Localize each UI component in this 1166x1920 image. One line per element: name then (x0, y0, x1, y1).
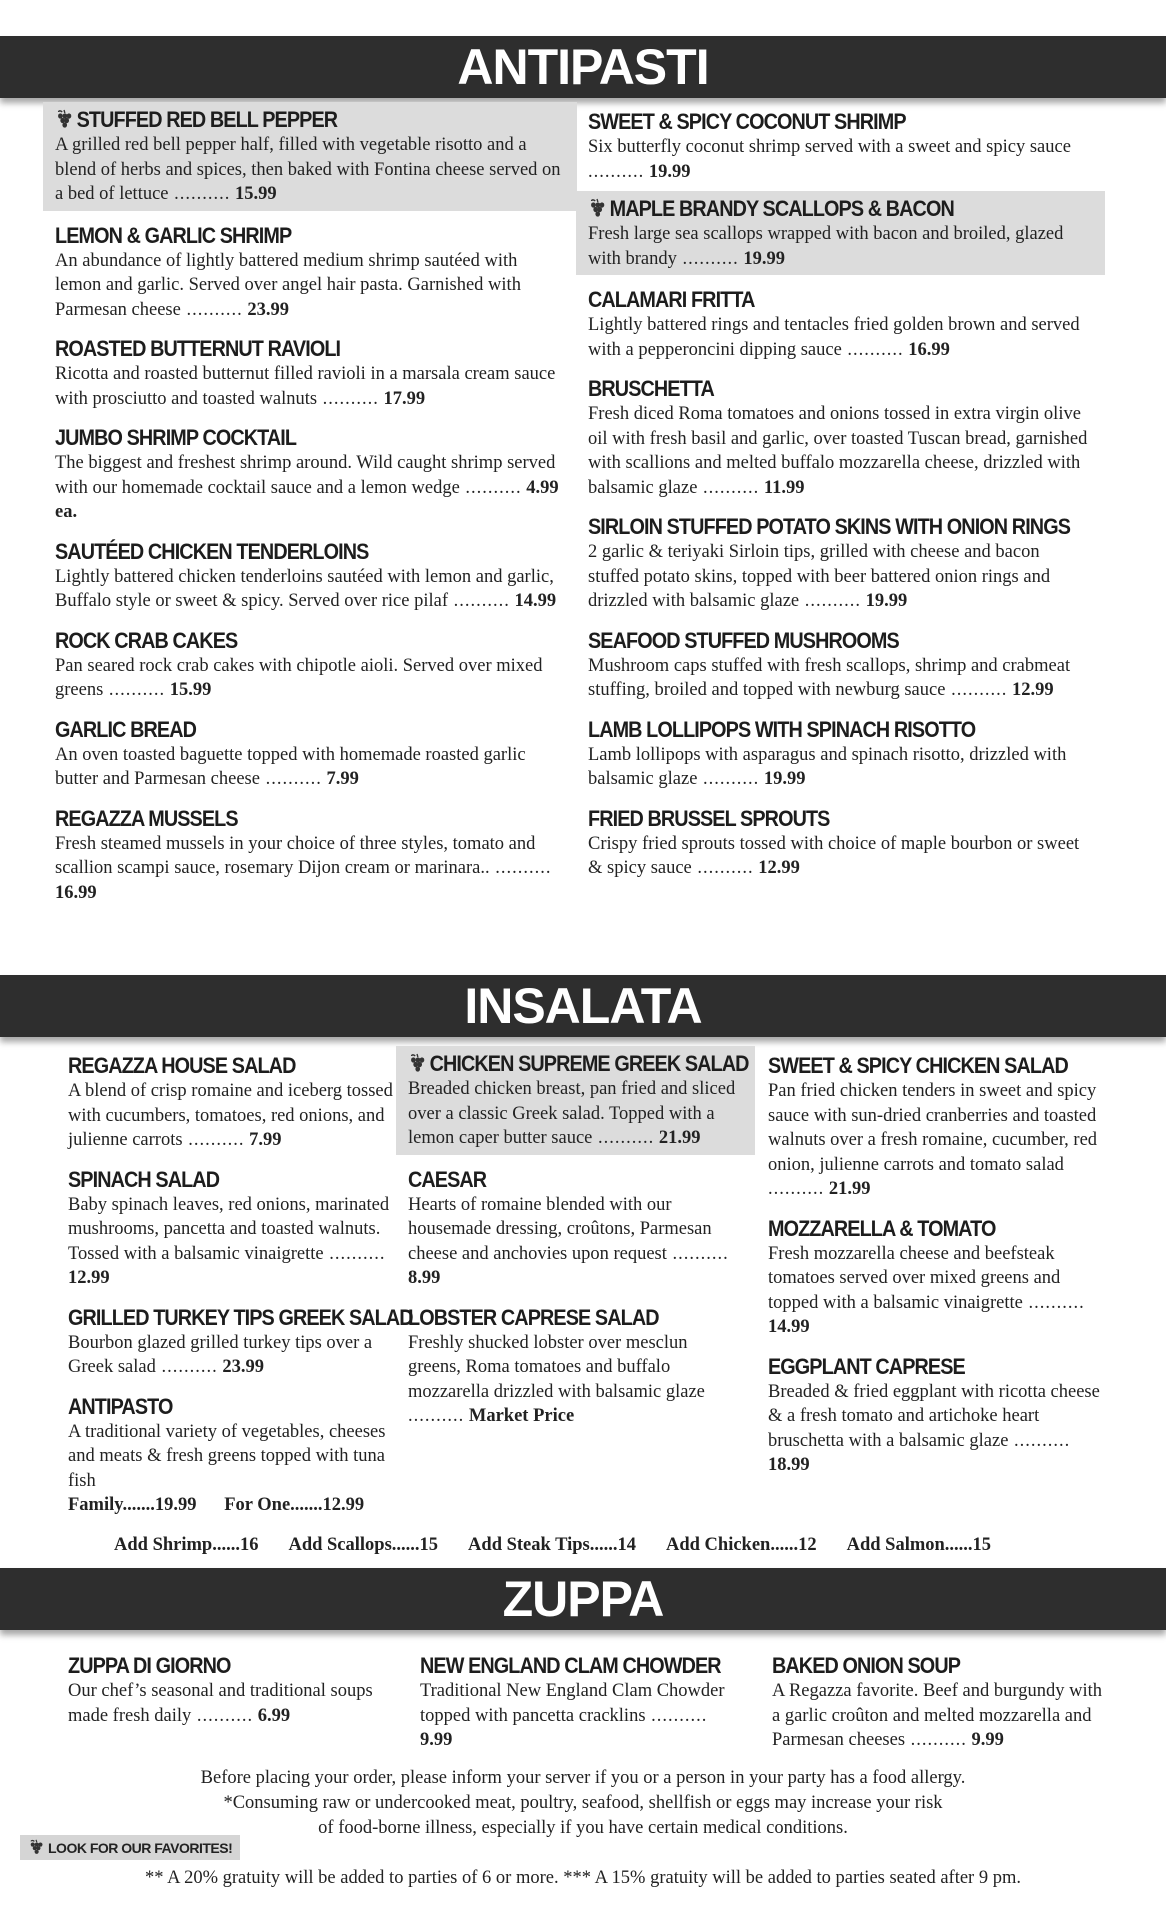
leader-dots: .......... (182, 1130, 245, 1150)
menu-item-name (768, 1052, 1070, 1079)
menu-item-description (768, 1079, 1103, 1202)
menu-item-name (772, 1652, 1069, 1679)
menu-item-description (55, 565, 565, 614)
section-banner-antipasti: ANTIPASTI (0, 36, 1166, 98)
leader-dots: .......... (799, 591, 861, 611)
add-on-option: Add Salmon......15 (846, 1535, 992, 1555)
menu-item-name (55, 222, 514, 249)
menu-item-name-text: ZUPPA DI GIORNO (68, 1653, 231, 1678)
menu-item-price: 9.99 (420, 1730, 453, 1750)
menu-item-price: 7.99 (244, 1130, 282, 1150)
menu-item-description-text: Baby spinach leaves, red onions, marinated mushrooms, pancetta and toasted walnuts. Tossed with a balsamic vinaigrette (68, 1194, 390, 1264)
menu-item (420, 1652, 740, 1753)
menu-item-name (408, 1166, 710, 1193)
menu-item-description (68, 1420, 398, 1494)
menu-item-price: 19.99 (738, 248, 786, 269)
menu-item-price: 17.99 (378, 388, 426, 409)
menu-item (68, 1166, 398, 1291)
menu-item-description-text: Pan fried chicken tenders in sweet and spicy sauce with sun-dried cranberries and toasted walnuts over a fresh romaine, cucumber, red onion, julienne carrots and tomato salad (768, 1081, 1098, 1175)
menu-item-description-text: A blend of crisp romaine and iceberg tossed with cucumbers, tomatoes, red onions, and julienne carrots (68, 1081, 393, 1150)
leader-dots: .......... (691, 858, 754, 878)
menu-item-name-text: MOZZARELLA & TOMATO (768, 1215, 996, 1241)
menu-item (55, 222, 565, 323)
menu-item-description-text: Lamb lollipops with asparagus and spinach risotto, drizzled with balsamic glaze (588, 744, 1067, 789)
menu-item (68, 1304, 413, 1380)
menu-item (408, 1166, 743, 1291)
menu-item (588, 805, 1093, 881)
menu-item-name (768, 1353, 1070, 1380)
menu-item (772, 1652, 1102, 1753)
menu-item-name (588, 627, 1043, 654)
menu-item-name-text: SWEET & SPICY COCONUT SHRIMP (588, 109, 906, 134)
menu-item-price: 15.99 (165, 680, 212, 700)
leader-dots: .......... (697, 477, 760, 498)
zuppa-column-2 (420, 1652, 740, 1766)
menu-item-description (588, 313, 1093, 362)
menu-item-name-text: GRILLED TURKEY TIPS GREEK SALAD (68, 1304, 413, 1330)
menu-item-name-text: CAESAR (408, 1166, 487, 1192)
favorites-legend-badge (20, 1835, 240, 1860)
zuppa-column-3 (772, 1652, 1102, 1766)
menu-item-description-text: Lightly battered chicken tenderloins sautéed with lemon and garlic, Buffalo style or sweet & spicy. Served over rice pilaf (55, 566, 554, 611)
leader-dots: .......... (697, 769, 760, 789)
menu-item-name-text: ANTIPASTO (68, 1393, 173, 1419)
leader-dots: .......... (588, 161, 645, 182)
section-banner-zuppa: ZUPPA (0, 1568, 1166, 1630)
menu-item-description (588, 654, 1093, 703)
grapes-icon (588, 197, 606, 217)
antipasti-right-column (588, 108, 1093, 894)
menu-item-price: 11.99 (759, 477, 805, 498)
menu-item (396, 1046, 755, 1155)
add-ons-row (114, 1535, 1021, 1556)
leader-dots: .......... (1022, 1292, 1085, 1313)
menu-item (55, 627, 565, 703)
grapes-icon (28, 1839, 44, 1855)
menu-item-description-text: Six butterfly coconut shrimp served with a sweet and spicy sauce (588, 137, 1071, 157)
menu-item-name (768, 1215, 1070, 1242)
menu-item-description-text: Fresh mozzarella cheese and beefsteak tomatoes served over mixed greens and topped with a balsamic vinaigrette (768, 1243, 1061, 1313)
favorites-legend-label: LOOK FOR OUR FAVORITES! (48, 1840, 233, 1856)
menu-item-description (68, 1193, 398, 1291)
menu-item-description-text: Lightly battered rings and tentacles fried golden brown and served with a pepperoncini dipping sauce (588, 315, 1080, 360)
menu-item (43, 102, 577, 211)
menu-item (55, 716, 565, 792)
menu-item (588, 108, 1093, 184)
menu-item-description-text: An abundance of lightly battered medium shrimp sautéed with lemon and garlic. Served over angel hair pasta. Garnished with Parmesan cheese (55, 250, 521, 320)
leader-dots: .......... (317, 388, 379, 409)
menu-item (68, 1652, 398, 1728)
leader-dots: .......... (905, 1730, 967, 1750)
menu-item (588, 513, 1093, 614)
menu-item-price: 16.99 (903, 339, 950, 360)
menu-item (68, 1393, 398, 1518)
menu-item-name (68, 1166, 365, 1193)
menu-item-price: 15.99 (230, 184, 277, 204)
antipasti-left-column (55, 108, 565, 918)
leader-dots: .......... (1008, 1430, 1071, 1451)
menu-item-description-text: The biggest and freshest shrimp around. Wild caught shrimp served with our homemade cocktail sauce and a lemon wedge (55, 453, 556, 498)
leader-dots: .......... (459, 477, 522, 498)
add-on-option: Add Chicken......12 (665, 1535, 817, 1555)
menu-item-description-text: Pan seared rock crab cakes with chipotle aioli. Served over mixed greens (55, 655, 543, 700)
menu-item-name-text: NEW ENGLAND CLAM CHOWDER (420, 1653, 721, 1678)
menu-item-description (768, 1380, 1103, 1478)
menu-item-description (55, 654, 565, 703)
menu-item-price: 19.99 (861, 591, 908, 611)
menu-item-price: 16.99 (55, 882, 97, 903)
menu-item-price: 14.99 (768, 1317, 810, 1337)
menu-item-price: 8.99 (408, 1268, 441, 1288)
menu-item-name-text: SWEET & SPICY CHICKEN SALAD (768, 1053, 1068, 1078)
menu-item (408, 1304, 743, 1429)
menu-item-description-text: A grilled red bell pepper half, filled with vegetable risotto and a blend of herbs and spices, then baked with Fontina cheese served on a bed of lettuce (55, 135, 561, 204)
insalata-column-1 (68, 1052, 413, 1531)
menu-item (588, 375, 1093, 500)
leader-dots: .......... (180, 299, 243, 320)
menu-item-name (55, 106, 514, 133)
menu-item-name (55, 805, 514, 832)
menu-item-name-text: CALAMARI FRITTA (588, 287, 755, 312)
menu-item (588, 716, 1093, 792)
menu-item-description (68, 1079, 398, 1153)
leader-dots: .......... (168, 184, 231, 204)
menu-item-name-text: ROCK CRAB CAKES (55, 627, 238, 653)
menu-item-description-text: Traditional New England Clam Chowder topped with pancetta cracklins (420, 1681, 725, 1726)
leader-dots: .......... (448, 591, 510, 611)
menu-item-name (55, 538, 514, 565)
menu-item-description-text: Ricotta and roasted butternut filled ravioli in a marsala cream sauce with prosciutto and toasted walnuts (55, 364, 556, 409)
menu-item-name (588, 716, 1043, 743)
add-on-option: Add Shrimp......16 (114, 1535, 259, 1555)
menu-item-description-text: Mushroom caps stuffed with fresh scallops, shrimp and crabmeat stuffing, broiled and topped with newburg sauce (588, 655, 1071, 700)
menu-item-name-text: FRIED BRUSSEL SPROUTS (588, 805, 830, 831)
menu-item-description (55, 832, 565, 906)
section-banner-insalata: INSALATA (0, 975, 1166, 1037)
menu-item-name-text: LAMB LOLLIPOPS WITH SPINACH RISOTTO (588, 716, 976, 742)
menu-item-description (68, 1331, 398, 1380)
menu-item-name-text: SPINACH SALAD (68, 1166, 220, 1192)
zuppa-column-1 (68, 1652, 398, 1741)
menu-item-description-text: Fresh large sea scallops wrapped with bacon and broiled, glazed with brandy (588, 224, 1064, 269)
menu-item-name-text: REGAZZA MUSSELS (55, 805, 238, 831)
menu-item (768, 1353, 1103, 1478)
add-on-option: Add Steak Tips......14 (468, 1535, 636, 1555)
menu-item (55, 805, 565, 906)
menu-item-name (68, 1393, 365, 1420)
leader-dots: .......... (841, 339, 904, 360)
menu-item (55, 335, 565, 411)
menu-item (768, 1215, 1103, 1340)
grapes-icon (55, 108, 73, 128)
menu-item-description (588, 832, 1093, 881)
menu-item-name-text: SIRLOIN STUFFED POTATO SKINS WITH ONION RINGS (588, 514, 1071, 539)
menu-item-name-text: JUMBO SHRIMP COCKTAIL (55, 425, 297, 450)
leader-dots: .......... (103, 680, 166, 700)
menu-item (55, 538, 565, 614)
menu-item-description-text: Bourbon glazed grilled turkey tips over a Greek salad (68, 1332, 373, 1377)
menu-item-name-text: SAUTÉED CHICKEN TENDERLOINS (55, 538, 369, 564)
insalata-column-3 (768, 1052, 1103, 1491)
menu-item-name-text: STUFFED RED BELL PEPPER (76, 107, 338, 132)
menu-item-name (408, 1304, 710, 1331)
menu-item-description (588, 540, 1093, 614)
menu-item-name (55, 716, 514, 743)
menu-item-price: 19.99 (644, 161, 691, 182)
menu-item-name-text: LOBSTER CAPRESE SALAD (408, 1304, 659, 1330)
menu-item-name (68, 1304, 413, 1331)
insalata-column-2 (408, 1051, 749, 1442)
menu-item-price: 21.99 (824, 1179, 871, 1199)
menu-item-description (588, 135, 1093, 184)
menu-item-price: 18.99 (768, 1455, 810, 1475)
menu-item-description-text: A Regazza favorite. Beef and burgundy with a garlic croûton and melted mozzarella and Parmesan cheeses (772, 1681, 1102, 1750)
menu-item-price-options: Family.......19.99 For One.......12.99 (68, 1495, 365, 1515)
menu-item-price: 14.99 (509, 591, 557, 611)
menu-item-price: 23.99 (242, 299, 289, 320)
menu-item-price: 6.99 (253, 1705, 291, 1726)
menu-item-price: 7.99 (321, 769, 359, 789)
menu-item-name-text: LEMON & GARLIC SHRIMP (55, 222, 292, 248)
menu-item-description (55, 362, 565, 411)
leader-dots: .......... (592, 1128, 655, 1148)
gratuity-notice: ** A 20% gratuity will be added to parties of 6 or more. *** A 15% gratuity will be added to parties seated after 9 pm. (145, 1868, 1021, 1888)
menu-item-name (588, 286, 1043, 313)
menu-item-description (768, 1242, 1103, 1340)
menu-item-description (588, 743, 1093, 792)
menu-item-description (408, 1193, 743, 1291)
menu-item-description-text: Hearts of romaine blended with our housemade dressing, croûtons, Parmesan cheese and anchovies upon request (408, 1194, 712, 1264)
menu-item-price: 23.99 (217, 1357, 264, 1377)
menu-item-name (55, 627, 514, 654)
raw-food-warning-line1: *Consuming raw or undercooked meat, poultry, seafood, shellfish or eggs may increase your risk (223, 1793, 943, 1813)
menu-item-description (588, 402, 1093, 500)
menu-item-name (55, 424, 514, 451)
menu-item-description (772, 1679, 1102, 1753)
menu-item-description-text: 2 garlic & teriyaki Sirloin tips, grilled with cheese and bacon stuffed potato skins, topped with beer battered onion rings and drizzled with balsamic glaze (588, 542, 1051, 611)
menu-item-price: 12.99 (68, 1268, 110, 1288)
menu-item-description (55, 133, 565, 207)
menu-item (588, 627, 1093, 703)
leader-dots: .......... (191, 1705, 254, 1726)
menu-item-description-text: Our chef’s seasonal and traditional soups made fresh daily (68, 1681, 373, 1726)
menu-item-description-text: Fresh steamed mussels in your choice of three styles, tomato and scallion scampi sauce, rosemary Dijon cream or marinara.. (55, 833, 536, 878)
menu-item (576, 191, 1105, 275)
menu-item (55, 424, 565, 525)
menu-item-name (588, 805, 1043, 832)
menu-item-description (588, 222, 1093, 271)
menu-item-description-text: Fresh diced Roma tomatoes and onions tossed in extra virgin olive oil with fresh basil and garlic, over toasted Tuscan bread, garnished with scallions and melted buffalo mozzarella cheese, drizzled with balsamic glaze (588, 404, 1088, 498)
leader-dots: .......... (676, 248, 739, 269)
menu-item-description (420, 1679, 740, 1753)
leader-dots: .......... (408, 1406, 465, 1426)
menu-item-description (55, 743, 565, 792)
menu-item-name-text: REGAZZA HOUSE SALAD (68, 1053, 296, 1078)
menu-item-price: 12.99 (1007, 680, 1054, 700)
menu-item-description-text: Crispy fried sprouts tossed with choice of maple bourbon or sweet & spicy sauce (588, 833, 1080, 878)
menu-item-name-text: ROASTED BUTTERNUT RAVIOLI (55, 336, 341, 361)
menu-item-name (588, 108, 1043, 135)
leader-dots: .......... (768, 1179, 825, 1199)
menu-item-price: 4.99 ea. (55, 477, 559, 522)
menu-item-name (420, 1652, 721, 1679)
add-on-option: Add Scallops......15 (288, 1535, 439, 1555)
menu-item-name (55, 335, 514, 362)
menu-item-name-text: GARLIC BREAD (55, 716, 197, 742)
leader-dots: .......... (259, 769, 322, 789)
menu-item-name (588, 195, 1043, 222)
menu-item-description (55, 451, 565, 525)
menu-item-name-text: BRUSCHETTA (588, 376, 714, 401)
menu-item-name-text: CHICKEN SUPREME GREEK SALAD (429, 1051, 749, 1076)
menu-item-name-text: SEAFOOD STUFFED MUSHROOMS (588, 627, 899, 653)
leader-dots: .......... (155, 1357, 218, 1377)
menu-item-name (588, 513, 1071, 540)
leader-dots: .......... (945, 680, 1008, 700)
menu-item-description (408, 1331, 743, 1429)
menu-item-price: 12.99 (753, 858, 800, 878)
menu-item-price: 9.99 (966, 1730, 1004, 1750)
menu-item-description (55, 249, 565, 323)
menu-item-description-text: Freshly shucked lobster over mesclun greens, Roma tomatoes and buffalo mozzarella drizzled with balsamic glaze (408, 1332, 705, 1402)
leader-dots: .......... (323, 1243, 386, 1264)
leader-dots: .......... (645, 1705, 708, 1726)
menu-item-name-text: EGGPLANT CAPRESE (768, 1353, 965, 1379)
menu-item-description-text: Breaded & fried eggplant with ricotta cheese & a fresh tomato and artichoke heart bruschetta with a balsamic glaze (768, 1381, 1100, 1451)
menu-item-description (408, 1077, 743, 1151)
allergy-notice: Before placing your order, please inform your server if you or a person in your party has a food allergy. (200, 1768, 966, 1788)
menu-item-name (68, 1052, 365, 1079)
menu-item (768, 1052, 1103, 1202)
menu-item-name (68, 1652, 365, 1679)
raw-food-warning-line2: of food-borne illness, especially if you have certain medical conditions. (318, 1818, 848, 1838)
menu-item-price: 19.99 (759, 769, 806, 789)
menu-item-name (408, 1050, 749, 1077)
menu-item-description-text: A traditional variety of vegetables, cheeses and meats & fresh greens topped with tuna fish (68, 1421, 386, 1491)
menu-item (68, 1052, 398, 1153)
menu-item-price: Market Price (464, 1406, 575, 1426)
leader-dots: .......... (666, 1243, 729, 1264)
menu-item-description-text: Breaded chicken breast, pan fried and sliced over a classic Greek salad. Topped with a lemon caper butter sauce (408, 1079, 736, 1148)
menu-item (588, 286, 1093, 362)
menu-item-price: 21.99 (654, 1128, 701, 1148)
menu-item-name (588, 375, 1043, 402)
menu-item-description-text: An oven toasted baguette topped with homemade roasted garlic butter and Parmesan cheese (55, 744, 526, 789)
menu-item-description (68, 1679, 398, 1728)
leader-dots: .......... (489, 858, 552, 878)
menu-item-name-text: BAKED ONION SOUP (772, 1653, 961, 1678)
grapes-icon (408, 1052, 426, 1072)
menu-item-name-text: MAPLE BRANDY SCALLOPS & BACON (609, 196, 954, 221)
